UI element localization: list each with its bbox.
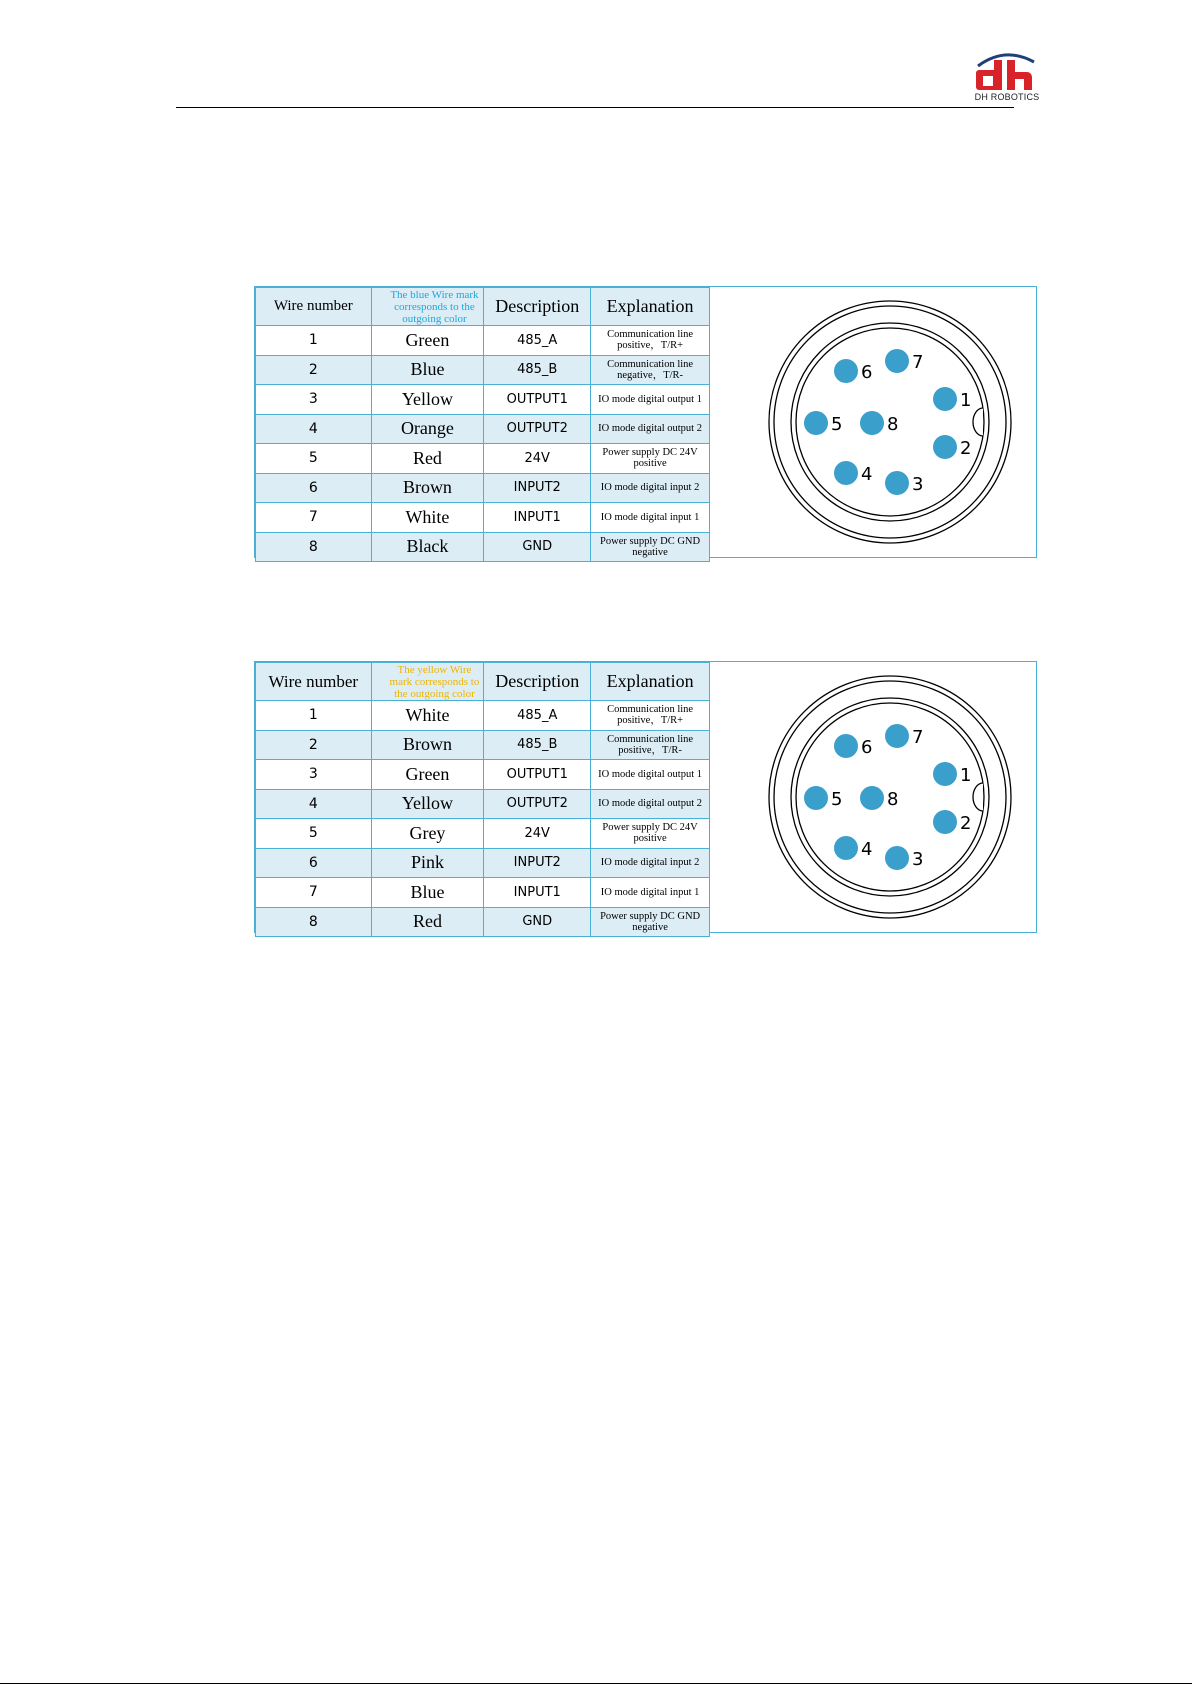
wire-number: 6 (256, 473, 372, 503)
wire-number: 8 (256, 532, 372, 562)
wire-description: 485_B (484, 355, 591, 385)
wire-description: 485_B (484, 730, 591, 760)
wire-description: INPUT1 (484, 503, 591, 533)
wire-number: 5 (256, 819, 372, 849)
wire-explanation: IO mode digital input 2 (591, 473, 710, 503)
pin-dot (804, 411, 828, 435)
wire-color: Orange (371, 414, 484, 444)
table-row (256, 503, 710, 533)
wire-number: 5 (256, 444, 372, 474)
table-row (256, 730, 710, 760)
header-explanation: Explanation (591, 288, 710, 326)
wire-number: 2 (256, 355, 372, 385)
wire-color: Blue (371, 878, 484, 908)
wire-explanation: IO mode digital input 2 (591, 848, 710, 878)
wire-color: White (371, 701, 484, 731)
wire-color: Brown (371, 473, 484, 503)
connector-pinout-diagram (710, 287, 1036, 557)
wire-number: 2 (256, 730, 372, 760)
wire-number: 1 (256, 326, 372, 356)
wire-table-blue (255, 287, 710, 562)
wire-number: 1 (256, 701, 372, 731)
wire-explanation: Communication line positive，T/R+ (591, 326, 710, 356)
pin-dot (834, 461, 858, 485)
wire-color: Blue (371, 355, 484, 385)
pin-label: 3 (912, 474, 924, 495)
wire-number: 4 (256, 789, 372, 819)
table-header-row (256, 663, 710, 701)
wire-table-yellow (255, 662, 710, 937)
wire-number: 6 (256, 848, 372, 878)
wire-color: Yellow (371, 789, 484, 819)
wire-color: Red (371, 907, 484, 937)
wire-description: OUTPUT1 (484, 385, 591, 415)
pin-label: 2 (960, 438, 972, 459)
connector-key-notch (973, 408, 983, 436)
pin-dot (834, 836, 858, 860)
table-row (256, 326, 710, 356)
header-description: Description (484, 663, 591, 701)
pin-dot (834, 734, 858, 758)
wire-color: Green (371, 760, 484, 790)
pin-label: 6 (861, 737, 873, 758)
table-row (256, 760, 710, 790)
wire-explanation: IO mode digital output 1 (591, 760, 710, 790)
pin-dot (933, 387, 957, 411)
wire-explanation: Communication line positive，T/R+ (591, 701, 710, 731)
wire-number: 8 (256, 907, 372, 937)
wire-description: INPUT2 (484, 473, 591, 503)
pin-dot (933, 810, 957, 834)
wire-description: 485_A (484, 326, 591, 356)
wire-color: Black (371, 532, 484, 562)
pin-label: 1 (960, 390, 972, 411)
wire-color: Yellow (371, 385, 484, 415)
wire-number: 7 (256, 878, 372, 908)
wire-description: 485_A (484, 701, 591, 731)
table-header-row (256, 288, 710, 326)
dh-logo-mark-icon (972, 50, 1042, 92)
wire-explanation: Power supply DC 24V positive (591, 819, 710, 849)
pin-dots (804, 349, 957, 495)
pin-dot (885, 846, 909, 870)
dh-robotics-logo (972, 50, 1042, 106)
header-color-mark: The blue Wire mark corresponds to the outgoing color (371, 288, 484, 326)
pin-label: 4 (861, 464, 873, 485)
pin-label: 5 (831, 414, 843, 435)
pin-label: 7 (912, 727, 924, 748)
header-wire-number: Wire number (256, 663, 372, 701)
wire-explanation: IO mode digital output 1 (591, 385, 710, 415)
wire-description: GND (484, 907, 591, 937)
pin-dot (933, 762, 957, 786)
pin-dots (804, 724, 957, 870)
pin-label: 1 (960, 765, 972, 786)
pin-label: 3 (912, 849, 924, 870)
wire-explanation: IO mode digital input 1 (591, 503, 710, 533)
wire-description: INPUT1 (484, 878, 591, 908)
wire-description: OUTPUT2 (484, 789, 591, 819)
wire-description: 24V (484, 444, 591, 474)
connector-key-notch (973, 783, 983, 811)
wire-explanation: IO mode digital input 1 (591, 878, 710, 908)
wire-explanation: Power supply DC GND negative (591, 907, 710, 937)
wire-description: OUTPUT1 (484, 760, 591, 790)
table-row (256, 355, 710, 385)
wire-explanation: Power supply DC GND negative (591, 532, 710, 562)
wire-color: Red (371, 444, 484, 474)
header-explanation: Explanation (591, 663, 710, 701)
pin-dot (860, 411, 884, 435)
pin-label: 2 (960, 813, 972, 834)
wire-color: White (371, 503, 484, 533)
pin-label: 5 (831, 789, 843, 810)
pinout-block-yellow (254, 661, 1037, 933)
table-row (256, 414, 710, 444)
header-color-mark: The yellow Wire mark corresponds to the outgoing color (371, 663, 484, 701)
pinout-block-blue (254, 286, 1037, 558)
wire-color: Green (371, 326, 484, 356)
wire-number: 3 (256, 760, 372, 790)
wire-description: 24V (484, 819, 591, 849)
logo-wordmark: DH ROBOTICS (974, 92, 1040, 102)
wire-color: Pink (371, 848, 484, 878)
wire-description: INPUT2 (484, 848, 591, 878)
pin-dot (860, 786, 884, 810)
table-row (256, 473, 710, 503)
wire-explanation: Communication line negative，T/R- (591, 355, 710, 385)
wire-number: 3 (256, 385, 372, 415)
table-row (256, 878, 710, 908)
wire-explanation: Communication line positive，T/R- (591, 730, 710, 760)
table-row (256, 907, 710, 937)
table-row (256, 819, 710, 849)
table-row (256, 789, 710, 819)
pin-dot (933, 435, 957, 459)
pin-dot (804, 786, 828, 810)
wire-color: Grey (371, 819, 484, 849)
wire-description: OUTPUT2 (484, 414, 591, 444)
table-row (256, 848, 710, 878)
table-row (256, 701, 710, 731)
pin-label: 7 (912, 352, 924, 373)
pin-label: 4 (861, 839, 873, 860)
wire-number: 4 (256, 414, 372, 444)
table-row (256, 532, 710, 562)
wire-description: GND (484, 532, 591, 562)
header-description: Description (484, 288, 591, 326)
wire-explanation: IO mode digital output 2 (591, 414, 710, 444)
connector-pinout-diagram (710, 662, 1036, 932)
pin-label: 8 (887, 414, 899, 435)
pin-dot (885, 724, 909, 748)
pin-label: 6 (861, 362, 873, 383)
table-row (256, 444, 710, 474)
header-divider (176, 107, 1014, 108)
wire-color: Brown (371, 730, 484, 760)
wire-explanation: IO mode digital output 2 (591, 789, 710, 819)
footer-divider (0, 1683, 1192, 1684)
table-row (256, 385, 710, 415)
pin-dot (885, 349, 909, 373)
wire-explanation: Power supply DC 24V positive (591, 444, 710, 474)
header-wire-number: Wire number (256, 288, 372, 326)
pin-label: 8 (887, 789, 899, 810)
wire-number: 7 (256, 503, 372, 533)
pin-dot (834, 359, 858, 383)
pin-dot (885, 471, 909, 495)
